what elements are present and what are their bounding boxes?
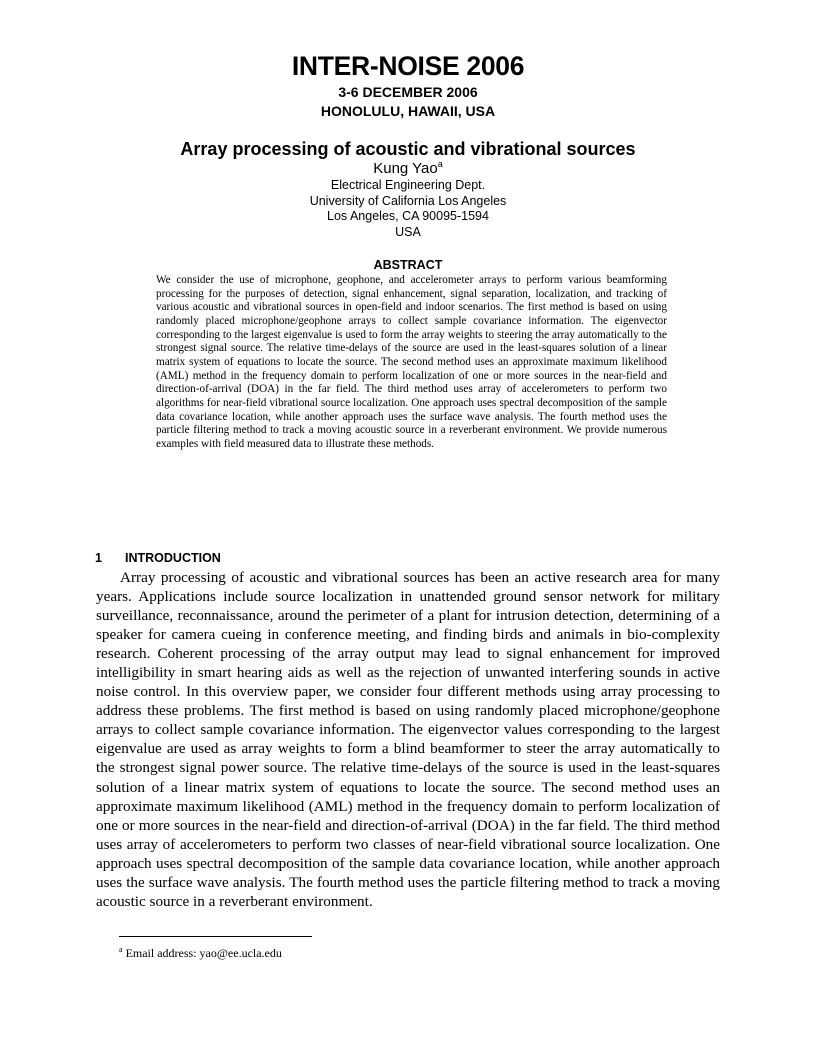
- conference-date: 3-6 DECEMBER 2006: [338, 84, 478, 100]
- section-title: INTRODUCTION: [125, 551, 221, 565]
- footnote: [119, 946, 282, 961]
- footnote-text: Email address: yao@ee.ucla.edu: [125, 946, 282, 960]
- section-heading-introduction: [95, 550, 221, 566]
- abstract-text: We consider the use of microphone, geophone, and accelerometer arrays to perform various beamforming processing for the purposes of detection, signal enhancement, signal separation, localization, and tracking of various acoustic and vibrational sources in open-field and indoor scenarios. The first method is based on using randomly placed microphone/geophone arrays to collect sample covariance information. The eigenvector corresponding to the largest eigenvalue is used to form the array weights to steering the array automatically to the strongest signal source. The relative time-delays of the source are used in the least-squares solution of a linear matrix system of equations to locate the source. The second method uses an approximate maximum likelihood (AML) method in the frequency domain to perform localization of one or more sources in the near-field and direction-of-arrival (DOA) in the far field. The third method uses array of accelerometers to perform two algorithms for near-field vibrational source localization. One approach uses spectral decomposition of the sample data covariance location, while another approach uses the surface wave analysis. The fourth method uses the particle filtering method to track a moving acoustic source in a reverberant environment. We provide numerous examples with field measured data to illustrate these methods.: [156, 274, 667, 450]
- paper-title: Array processing of acoustic and vibrational sources: [180, 139, 636, 159]
- footnote-divider: [119, 936, 312, 937]
- conference-title: INTER-NOISE 2006: [291, 51, 525, 81]
- footnote-mark: a: [119, 945, 123, 954]
- author-line: [0, 159, 816, 178]
- affiliation-university: University of California Los Angeles: [309, 194, 507, 208]
- section-number: 1: [95, 551, 102, 565]
- affiliation-department: Electrical Engineering Dept.: [330, 178, 486, 192]
- abstract-heading: ABSTRACT: [373, 258, 443, 272]
- introduction-paragraph: Array processing of acoustic and vibrational sources has been an active research area for many years. Applications include source localization in unattended ground sensor network for military surveillance, reconnaissance, around the perimeter of a plant for intrusion detection, determining of a speaker for camera cueing in conference meeting, and finding birds and animals in bio-complexity research. Coherent processing of the array output may lead to signal enhancement for improved intelligibility in smart hearing aids as well as the rejection of unwanted interfering sounds in active noise control. In this overview paper, we consider four different methods using array processing to address these problems. The first method is based on using randomly placed microphone/geophone arrays to collect sample covariance information. The eigenvector values corresponding to the largest eigenvalue are used as array weights to form a blind beamformer to steer the array automatically to the strongest signal power source. The relative time-delays of the source is used in the least-squares solution of a linear matrix system of equations to locate the source. The second method uses an approximate maximum likelihood (AML) method in the frequency domain to perform localization of one or more sources in the near-field and direction-of-arrival (DOA) in the far field. The third method uses array of accelerometers to perform two classes of near-field vibrational source localization. One approach uses spectral decomposition of the sample data covariance location, while another approach uses the surface wave analysis. The fourth method uses the particle filtering method to track a moving acoustic source in a reverberant environment.: [96, 569, 720, 910]
- author-footnote-mark: a: [437, 159, 443, 169]
- affiliation-city: Los Angeles, CA 90095-1594: [327, 209, 489, 223]
- conference-location: HONOLULU, HAWAII, USA: [320, 103, 496, 119]
- author-name: Kung Yao: [373, 160, 438, 177]
- affiliation-country: USA: [395, 225, 421, 239]
